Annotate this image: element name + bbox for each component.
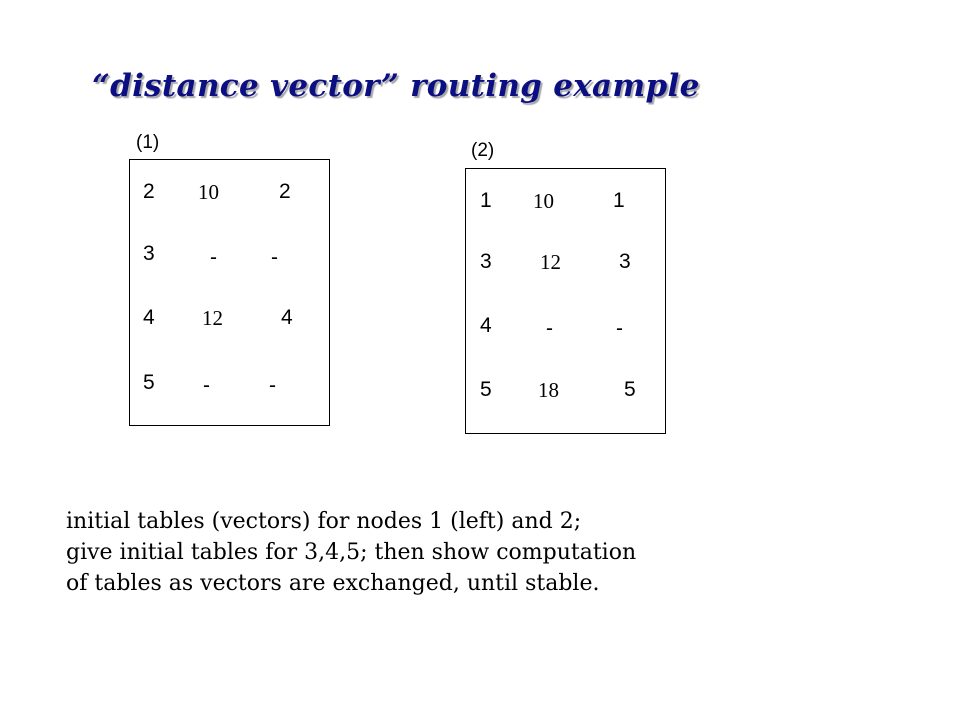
node-1-label: (1) — [136, 132, 160, 153]
node-2-row-2-cost: 12 — [540, 250, 561, 274]
node-1-row-4-next-hop: - — [269, 374, 276, 397]
node-1-row-3-cost: 12 — [202, 306, 223, 330]
caption-line: initial tables (vectors) for nodes 1 (left) and 2; — [66, 509, 582, 534]
node-1-row-2-next-hop: - — [271, 246, 278, 269]
node-1-row-2-destination: 3 — [143, 242, 155, 265]
slide-caption — [66, 506, 636, 599]
node-1-row-3-destination: 4 — [143, 306, 155, 329]
node-2-label: (2) — [471, 140, 495, 161]
node-2-row-1-destination: 1 — [480, 189, 492, 212]
node-2-row-4-destination: 5 — [480, 378, 492, 401]
node-1-row-1-next-hop: 2 — [279, 180, 291, 203]
caption-line: give initial tables for 3,4,5; then show computation — [66, 540, 637, 565]
node-1-routing-table — [129, 159, 330, 426]
caption-line: of tables as vectors are exchanged, until stable. — [66, 571, 600, 596]
node-2-row-2-destination: 3 — [480, 250, 492, 273]
node-2-row-3-destination: 4 — [480, 314, 492, 337]
node-2-row-1-cost: 10 — [533, 189, 554, 213]
node-2-row-3-cost: - — [546, 317, 553, 340]
node-1-row-1-cost: 10 — [198, 180, 219, 204]
node-1-row-3-next-hop: 4 — [281, 306, 293, 329]
node-1-row-1-destination: 2 — [143, 180, 155, 203]
node-1-row-2-cost: - — [210, 246, 217, 269]
node-1-row-4-destination: 5 — [143, 371, 155, 394]
node-1-row-4-cost: - — [203, 374, 210, 397]
slide-title: “distance vector” routing example — [92, 68, 700, 104]
node-2-row-2-next-hop: 3 — [619, 250, 631, 273]
node-2-row-1-next-hop: 1 — [613, 189, 625, 212]
node-2-row-3-next-hop: - — [616, 317, 623, 340]
node-2-routing-table — [465, 168, 666, 434]
node-2-row-4-next-hop: 5 — [624, 378, 636, 401]
node-2-row-4-cost: 18 — [538, 378, 559, 402]
